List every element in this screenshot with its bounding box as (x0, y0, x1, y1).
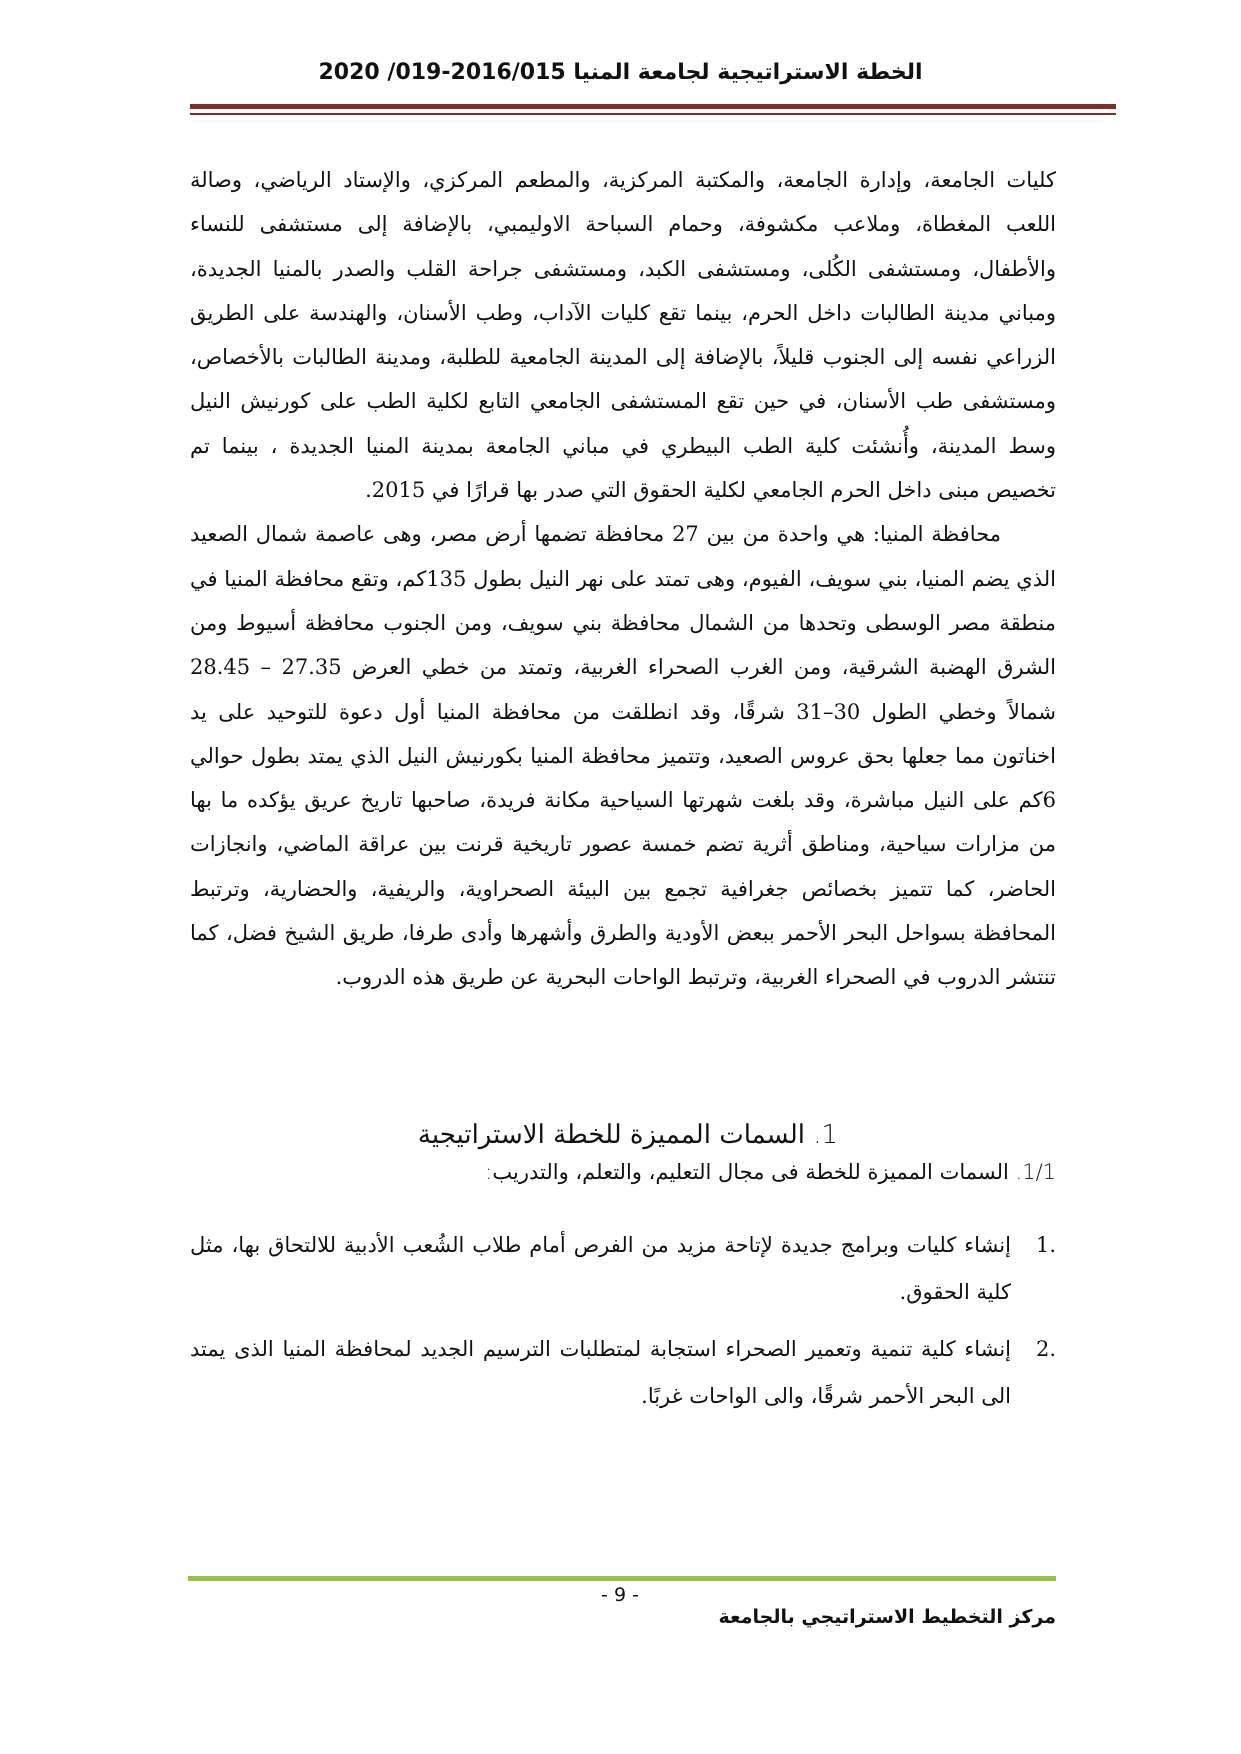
page-number: - 9 - (601, 1584, 639, 1606)
section-heading: 1. السمات المميزة للخطة الاستراتيجية (417, 1120, 839, 1150)
list-item-text: إنشاء كلية تنمية وتعمير الصحراء استجابة لمتطلبات الترسيم الجديد لمحافظة المنيا الذى يمتد الى البحر الأحمر شرقًا، والى الواحات غربًا. (190, 1337, 1011, 1408)
subsection-heading: 1/1. السمات المميزة للخطة فى مجال التعليم، والتعلم، والتدريب: (485, 1160, 1056, 1184)
numbered-list (190, 1222, 1056, 1430)
header-rule-thin (190, 113, 1116, 115)
paragraph-minya-governorate: محافظة المنيا: هي واحدة من بين 27 محافظة تضمها أرض مصر، وهى عاصمة شمال الصعيد الذي يضم المنيا، بني سويف، الفيوم، وهى تمتد على نهر النيل بطول 135كم، وتقع محافظة المنيا في منطقة مصر الوسطى وتحدها من الشمال محافظة بني سويف، ومن الجنوب محافظة أسيوط ومن الشرق الهضبة الشرقية، ومن الغرب الصحراء الغربية، وتمتد من خطي العرض 27.35 – 28.45 شمالاً وخطي الطول 30–31 شرقًا، وقد انطلقت من محافظة المنيا أول دعوة للتوحيد على يد اخناتون مما جعلها بحق عروس الصعيد، وتتميز محافظة المنيا بكورنيش النيل الذي يمتد بطول حوالي 6كم على النيل مباشرة، وقد بلغت شهرتها السياحية مكانة فريدة، صاحبها تاريخ عريق يؤكده ما بها من مزارات سياحية، ومناطق أثرية تضم خمسة عصور تاريخية قرنت بين عراقة الماضي، وانجازات الحاضر، كما تتميز بخصائص جغرافية تجمع بين البيئة الصحراوية، والريفية، والحضارية، وترتبط المحافظة بسواحل البحر الأحمر ببعض الأودية والطرق وأشهرها وأدى طرفا، طريق الشيخ فضل، كما تنتشر الدروب في الصحراء الغربية، وترتبط الواحات البحرية عن طريق هذه الدروب. (190, 522, 1056, 990)
list-item (190, 1222, 1056, 1316)
list-item-number: .1 (1035, 1233, 1056, 1257)
paragraph-campus: كليات الجامعة، وإدارة الجامعة، والمكتبة المركزية، والمطعم المركزي، والإستاد الرياضي، وصالة اللعب المغطاة، وملاعب مكشوفة، وحمام السباحة الاوليمبي، بالإضافة إلى مستشفى للنساء والأطفال، ومستشفى الكُلى، ومستشفى الكبد، ومستشفى جراحة القلب والصدر بالمنيا الجديدة، ومباني مدينة الطالبات داخل الحرم، بينما تقع كليات الآداب، وطب الأسنان، والهندسة على الطريق الزراعي نفسه إلى الجنوب قليلاً، بالإضافة إلى المدينة الجامعية للطلبة، ومدينة الطالبات بالأخصاص، ومستشفى طب الأسنان، في حين تقع المستشفى الجامعي التابع لكلية الطب على كورنيش النيل وسط المدينة، وأُنشئت كلية الطب البيطري في مباني الجامعة بمدينة المنيا الجديدة ، بينما تم تخصيص مبنى داخل الحرم الجامعي لكلية الحقوق التي صدر بها قرارًا في 2015. (190, 168, 1056, 503)
body-text (190, 158, 1056, 1000)
page-header-title: الخطة الاستراتيجية لجامعة المنيا 2016/015-019/ 2020 (318, 60, 923, 85)
footer-rule (188, 1576, 1056, 1581)
footer-organization: مركز التخطيط الاستراتيجي بالجامعة (718, 1606, 1056, 1628)
list-item-text: إنشاء كليات وبرامج جديدة لإتاحة مزيد من الفرص أمام طلاب الشُعب الأدبية للالتحاق بها، مثل كلية الحقوق. (190, 1233, 1011, 1304)
list-item (190, 1326, 1056, 1420)
list-item-number: .2 (1035, 1337, 1056, 1361)
header-rule-thick (190, 104, 1116, 109)
